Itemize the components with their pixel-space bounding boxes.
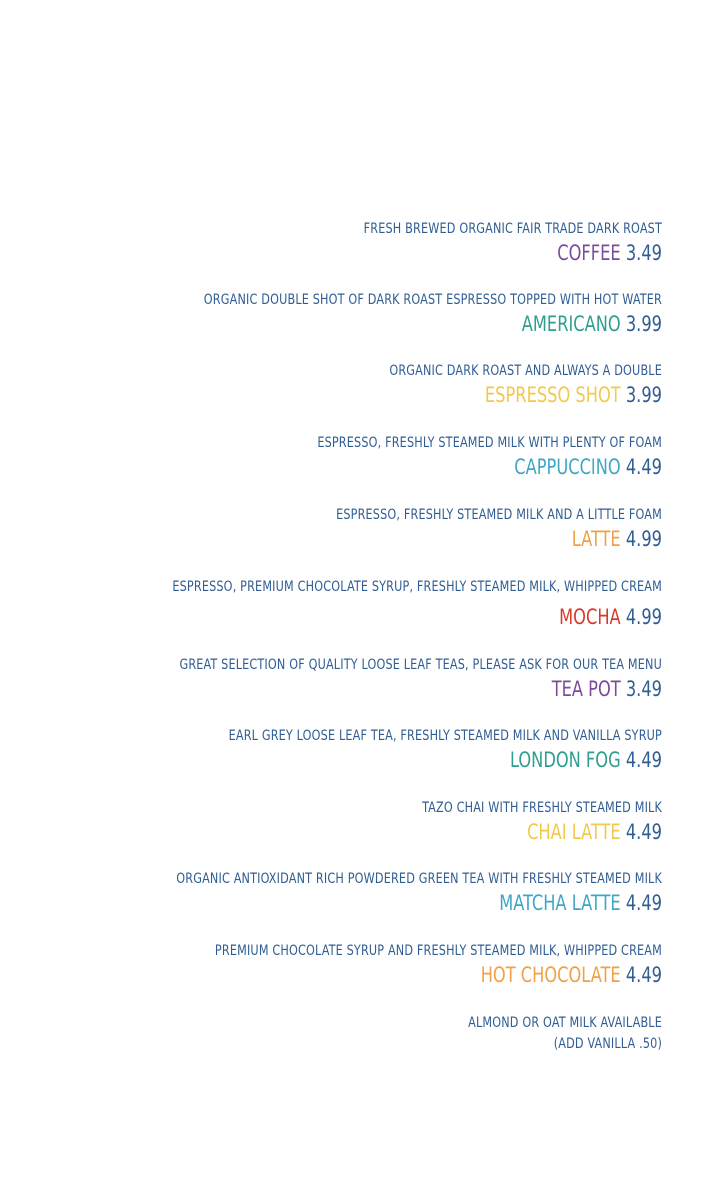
menu-item-espresso-shot	[42, 362, 662, 408]
item-name: COFFEE	[557, 241, 621, 265]
item-description: FRESH BREWED ORGANIC FAIR TRADE DARK ROAST	[363, 221, 662, 237]
item-title-line	[129, 962, 662, 988]
item-price: 4.99	[625, 605, 662, 629]
item-price: 4.49	[625, 455, 662, 479]
item-name: ESPRESSO SHOT	[484, 383, 621, 407]
item-name: MOCHA	[559, 605, 621, 629]
item-description: ESPRESSO, PREMIUM CHOCOLATE SYRUP, FRESHLY STEAMED MILK, WHIPPED CREAM	[172, 579, 662, 595]
item-price: 4.49	[625, 820, 662, 844]
item-price: 3.99	[625, 312, 662, 336]
menu-item-london-fog	[42, 727, 662, 773]
item-price: 4.99	[625, 527, 662, 551]
item-title-line	[129, 676, 662, 702]
item-title-line	[129, 526, 662, 552]
item-name: AMERICANO	[521, 312, 621, 336]
item-title-line	[129, 819, 662, 845]
item-title-line	[129, 311, 662, 337]
item-price: 3.99	[625, 383, 662, 407]
item-description: ORGANIC DARK ROAST AND ALWAYS A DOUBLE	[389, 363, 662, 379]
item-name: CHAI LATTE	[527, 820, 621, 844]
vanilla-addon-line: (ADD VANILLA .50)	[553, 1036, 662, 1052]
menu-item-chai-latte	[42, 799, 662, 845]
item-price: 4.49	[625, 963, 662, 987]
milk-options-note	[42, 1013, 662, 1055]
item-price: 3.49	[625, 677, 662, 701]
item-description: ESPRESSO, FRESHLY STEAMED MILK WITH PLENTY OF FOAM	[317, 435, 662, 451]
item-name: LATTE	[571, 527, 621, 551]
item-name: HOT CHOCOLATE	[480, 963, 621, 987]
menu-item-americano	[42, 291, 662, 337]
item-title-line	[129, 454, 662, 480]
menu-item-latte	[42, 506, 662, 552]
item-title-line	[129, 604, 662, 630]
menu-item-cappuccino	[42, 434, 662, 480]
item-title-line	[129, 240, 662, 266]
menu-item-coffee	[42, 220, 662, 266]
item-price: 4.49	[625, 891, 662, 915]
milk-options-line: ALMOND OR OAT MILK AVAILABLE	[468, 1015, 662, 1031]
item-description: TAZO CHAI WITH FRESHLY STEAMED MILK	[422, 800, 662, 816]
item-description: PREMIUM CHOCOLATE SYRUP AND FRESHLY STEAMED MILK, WHIPPED CREAM	[214, 943, 662, 959]
item-title-line	[129, 747, 662, 773]
item-description: ORGANIC DOUBLE SHOT OF DARK ROAST ESPRESSO TOPPED WITH HOT WATER	[203, 292, 662, 308]
item-description: ORGANIC ANTIOXIDANT RICH POWDERED GREEN TEA WITH FRESHLY STEAMED MILK	[176, 871, 662, 887]
item-title-line	[129, 890, 662, 916]
item-name: TEA POT	[551, 677, 621, 701]
menu-item-mocha	[42, 578, 662, 630]
item-price: 4.49	[625, 748, 662, 772]
item-name: MATCHA LATTE	[499, 891, 621, 915]
item-description: ESPRESSO, FRESHLY STEAMED MILK AND A LITTLE FOAM	[336, 507, 662, 523]
item-name: CAPPUCCINO	[514, 455, 621, 479]
item-price: 3.49	[625, 241, 662, 265]
item-description: EARL GREY LOOSE LEAF TEA, FRESHLY STEAMED MILK AND VANILLA SYRUP	[228, 728, 662, 744]
menu-item-hot-chocolate	[42, 942, 662, 988]
menu-item-matcha-latte	[42, 870, 662, 916]
menu-item-tea-pot	[42, 656, 662, 702]
item-name: LONDON FOG	[509, 748, 621, 772]
item-description: GREAT SELECTION OF QUALITY LOOSE LEAF TEAS, PLEASE ASK FOR OUR TEA MENU	[179, 657, 662, 673]
item-title-line	[129, 382, 662, 408]
